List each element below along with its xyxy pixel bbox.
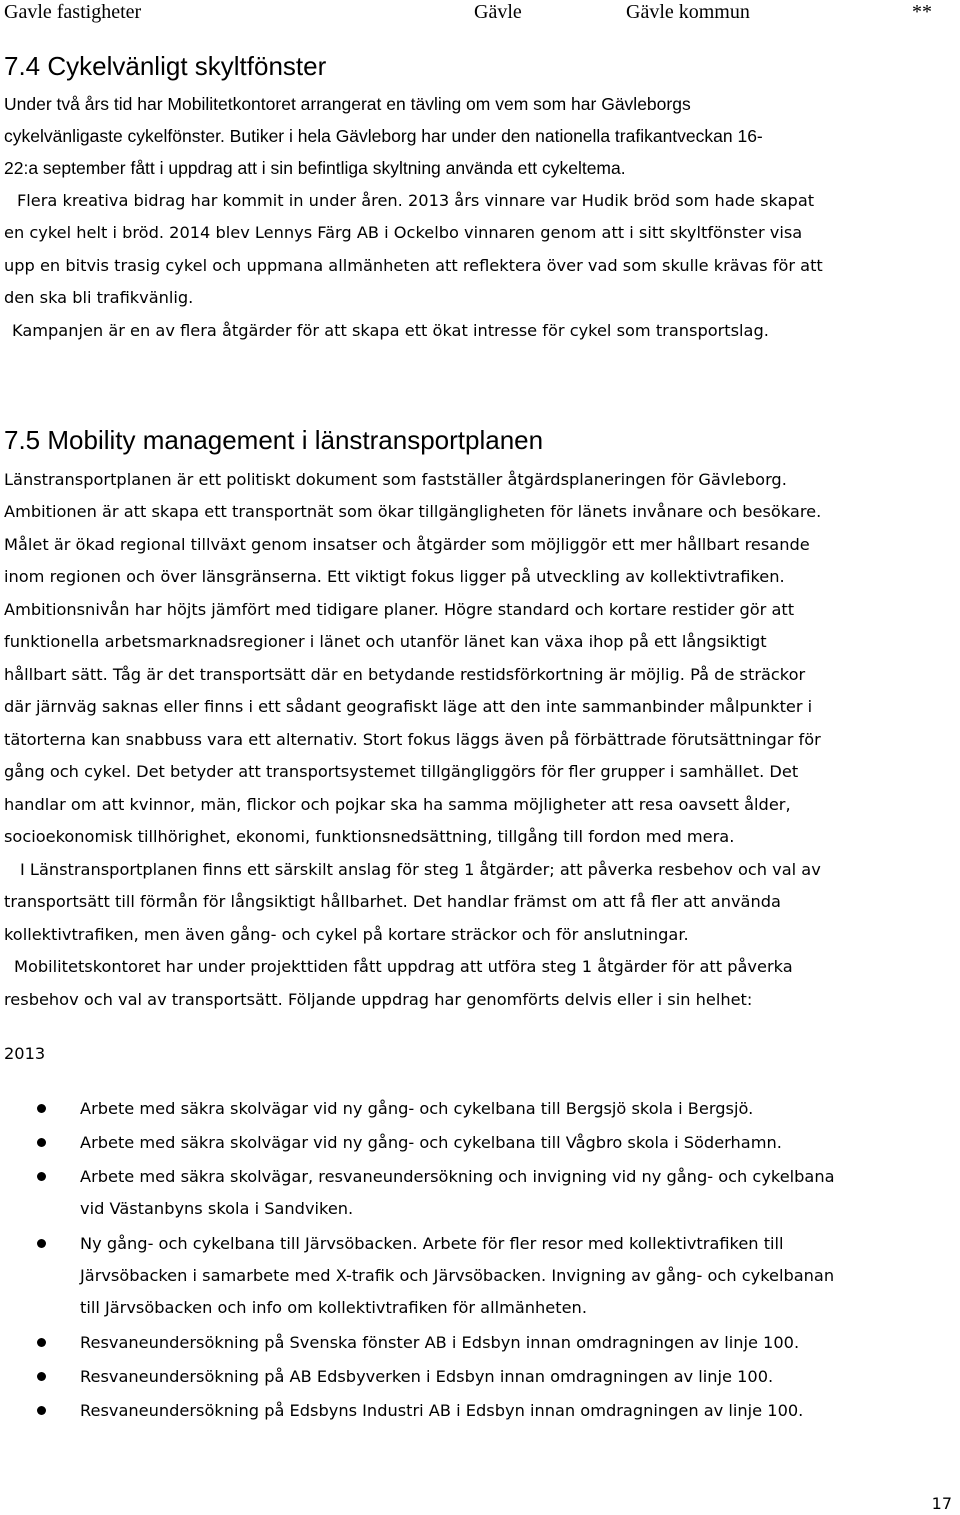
bullet-icon — [37, 1406, 46, 1415]
header-municipality: Gävle kommun — [626, 1, 750, 23]
paragraph-line: tätorterna kan snabbuss vara ett alternativ. Stort fokus läggs även på förbättrade förutsättningar för — [4, 730, 821, 749]
bullet-icon — [37, 1338, 46, 1347]
header-stars: ** — [912, 1, 932, 23]
list-item-continuation: till Järvsöbacken och info om kollektivtrafiken för allmänheten. — [80, 1298, 587, 1317]
paragraph-line: 22:a september fått i uppdrag att i sin befintliga skyltning använda ett cykeltema. — [4, 158, 626, 178]
paragraph-line: Ambitionen är att skapa ett transportnät som ökar tillgängligheten för länets invånare och besökare. — [4, 502, 822, 521]
bullet-icon — [37, 1104, 46, 1113]
header-city: Gävle — [474, 1, 522, 23]
bullet-icon — [37, 1239, 46, 1248]
paragraph-line: gång och cykel. Det betyder att transportsystemet tillgängliggörs för fler grupper i samhället. Det — [4, 762, 799, 781]
list-item: Arbete med säkra skolvägar vid ny gång- och cykelbana till Bergsjö skola i Bergsjö. — [80, 1099, 754, 1118]
list-item: Arbete med säkra skolvägar, resvaneundersökning och invigning vid ny gång- och cykelbana — [80, 1167, 835, 1186]
page-number: 17 — [931, 1494, 952, 1513]
paragraph-line: Ambitionsnivån har höjts jämfört med tidigare planer. Högre standard och kortare restider gör att — [4, 600, 795, 619]
paragraph-line: upp en bitvis trasig cykel och uppmana allmänheten att reflektera över vad som skulle krävas för att — [4, 256, 823, 275]
paragraph-line: hållbart sätt. Tåg är det transportsätt där en betydande restidsförkortning är möjlig. På de sträckor — [4, 665, 806, 684]
paragraph-line: Mobilitetskontoret har under projekttiden fått uppdrag att utföra steg 1 åtgärder för att påverka — [14, 957, 793, 976]
paragraph-line: inom regionen och över länsgränserna. Ett viktigt fokus ligger på utveckling av kollektivtrafiken. — [4, 567, 785, 586]
list-item: Resvaneundersökning på Edsbyns Industri AB i Edsbyn innan omdragningen av linje 100. — [80, 1401, 804, 1420]
section-heading-7-5: 7.5 Mobility management i länstransportplanen — [4, 425, 544, 455]
paragraph-line: handlar om att kvinnor, män, flickor och pojkar ska ha samma möjligheter att resa oavsett ålder, — [4, 795, 791, 814]
paragraph-line: kollektivtrafiken, men även gång- och cykel på kortare sträckor och för anslutningar. — [4, 925, 689, 944]
paragraph-line: där järnväg saknas eller finns i ett sådant geografiskt läge att den inte sammanbinder målpunkter i — [4, 697, 813, 716]
paragraph-line: cykelvänligaste cykelfönster. Butiker i hela Gävleborg har under den nationella trafikantveckan 16- — [4, 126, 763, 146]
paragraph-line: den ska bli trafikvänlig. — [4, 288, 194, 307]
paragraph-line: socioekonomisk tillhörighet, ekonomi, funktionsnedsättning, tillgång till fordon med mera. — [4, 827, 735, 846]
list-item-continuation: vid Västanbyns skola i Sandviken. — [80, 1199, 354, 1218]
paragraph-line: Länstransportplanen är ett politiskt dokument som fastställer åtgärdsplaneringen för Gävleborg. — [4, 470, 787, 489]
paragraph-line: Flera kreativa bidrag har kommit in under åren. 2013 års vinnare var Hudik bröd som hade skapat — [17, 191, 815, 210]
bullet-icon — [37, 1172, 46, 1181]
paragraph-line: funktionella arbetsmarknadsregioner i länet och utanför länet kan växa ihop på ett långsiktigt — [4, 632, 767, 651]
year-label: 2013 — [4, 1044, 46, 1063]
paragraph-line: en cykel helt i bröd. 2014 blev Lennys Färg AB i Ockelbo vinnaren genom att i sitt skyltfönster visa — [4, 223, 803, 242]
section-heading-7-4: 7.4 Cykelvänligt skyltfönster — [4, 51, 327, 81]
page-header — [0, 0, 960, 28]
header-org: Gavle fastigheter — [4, 1, 142, 23]
paragraph-line: I Länstransportplanen finns ett särskilt anslag för steg 1 åtgärder; att påverka resbehov och val av — [20, 860, 821, 879]
paragraph-line: transportsätt till förmån för långsiktigt hållbarhet. Det handlar främst om att få fler att använda — [4, 892, 781, 911]
paragraph-line: resbehov och val av transportsätt. Följande uppdrag har genomförts delvis eller i sin helhet: — [4, 990, 753, 1009]
list-item: Arbete med säkra skolvägar vid ny gång- och cykelbana till Vågbro skola i Söderhamn. — [80, 1133, 782, 1152]
bullet-icon — [37, 1372, 46, 1381]
bullet-icon — [37, 1138, 46, 1147]
list-item: Ny gång- och cykelbana till Järvsöbacken. Arbete för fler resor med kollektivtrafiken till — [80, 1234, 784, 1253]
paragraph-line: Under två års tid har Mobilitetkontoret arrangerat en tävling om vem som har Gävleborgs — [4, 94, 691, 114]
list-item: Resvaneundersökning på AB Edsbyverken i Edsbyn innan omdragningen av linje 100. — [80, 1367, 774, 1386]
list-item-continuation: Järvsöbacken i samarbete med X-trafik och Järvsöbacken. Invigning av gång- och cykelbanan — [80, 1266, 835, 1285]
paragraph-line: Kampanjen är en av flera åtgärder för att skapa ett ökat intresse för cykel som transportslag. — [12, 321, 769, 340]
paragraph-line: Målet är ökad regional tillväxt genom insatser och åtgärder som möjliggör ett mer hållbart resande — [4, 535, 810, 554]
list-item: Resvaneundersökning på Svenska fönster AB i Edsbyn innan omdragningen av linje 100. — [80, 1333, 800, 1352]
